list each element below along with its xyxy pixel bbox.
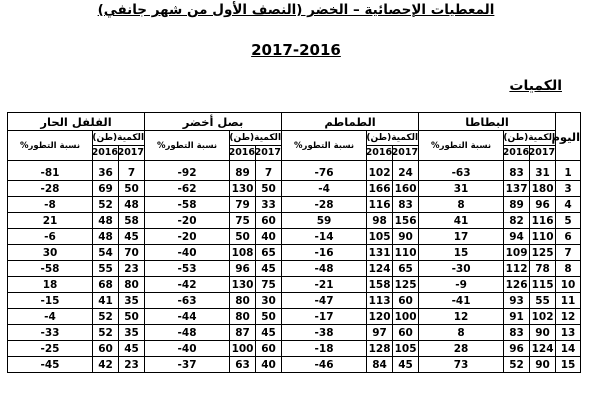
growth-rate-cell: 44- bbox=[145, 309, 230, 325]
qty-2017-cell: 125 bbox=[393, 277, 419, 293]
qty-2016-cell: 105 bbox=[367, 229, 393, 245]
qty-2017-cell: 35 bbox=[119, 325, 145, 341]
table-row bbox=[8, 309, 581, 325]
qty-2017-cell: 160 bbox=[393, 181, 419, 197]
qty-2016-cell: 130 bbox=[230, 277, 256, 293]
year-2017-header: 2017 bbox=[119, 146, 145, 161]
growth-rate-cell: 8 bbox=[419, 197, 504, 213]
growth-rate-cell: 45- bbox=[8, 357, 93, 373]
qty-2016-cell: 89 bbox=[230, 161, 256, 181]
growth-rate-cell: 59 bbox=[282, 213, 367, 229]
table-row bbox=[8, 277, 581, 293]
day-cell: 1 bbox=[556, 161, 581, 181]
growth-rate-cell: 48- bbox=[145, 325, 230, 341]
qty-2017-cell: 115 bbox=[530, 277, 556, 293]
qty-2017-cell: 23 bbox=[119, 357, 145, 373]
table-row bbox=[8, 181, 581, 197]
table-row bbox=[8, 325, 581, 341]
qty-2017-cell: 50 bbox=[256, 181, 282, 197]
qty-2017-cell: 156 bbox=[393, 213, 419, 229]
qty-2016-cell: 54 bbox=[93, 245, 119, 261]
qty-2017-cell: 83 bbox=[393, 197, 419, 213]
qty-2016-cell: 87 bbox=[230, 325, 256, 341]
table-row bbox=[8, 229, 581, 245]
season-heading: 2017-2016 bbox=[251, 41, 341, 59]
qty-2016-cell: 55 bbox=[93, 261, 119, 277]
growth-rate-cell: 37- bbox=[145, 357, 230, 373]
qty-2016-cell: 89 bbox=[504, 197, 530, 213]
growth-rate-cell: 76- bbox=[282, 161, 367, 181]
growth-rate-cell: 28- bbox=[282, 197, 367, 213]
qty-2017-cell: 110 bbox=[393, 245, 419, 261]
growth-rate-cell: 42- bbox=[145, 277, 230, 293]
growth-rate-header: نسبة التطور% bbox=[145, 131, 230, 161]
qty-2017-cell: 70 bbox=[119, 245, 145, 261]
growth-rate-cell: 33- bbox=[8, 325, 93, 341]
qty-2016-cell: 137 bbox=[504, 181, 530, 197]
qty-2017-cell: 116 bbox=[530, 213, 556, 229]
qty-2016-cell: 80 bbox=[230, 293, 256, 309]
qty-2017-cell: 45 bbox=[256, 261, 282, 277]
qty-2017-cell: 55 bbox=[530, 293, 556, 309]
product-header: البطاطا bbox=[419, 113, 556, 131]
qty-2016-cell: 97 bbox=[367, 325, 393, 341]
table-row bbox=[8, 357, 581, 373]
qty-2016-cell: 84 bbox=[367, 357, 393, 373]
quantities-table bbox=[7, 112, 581, 373]
growth-rate-cell: 62- bbox=[145, 181, 230, 197]
growth-rate-header: نسبة التطور% bbox=[8, 131, 93, 161]
year-2017-header: 2017 bbox=[256, 146, 282, 161]
growth-rate-cell: 8 bbox=[419, 325, 504, 341]
year-2016-header: 2016 bbox=[504, 146, 530, 161]
qty-2017-cell: 75 bbox=[256, 277, 282, 293]
qty-2017-cell: 100 bbox=[393, 309, 419, 325]
table-row bbox=[8, 245, 581, 261]
qty-2016-cell: 63 bbox=[230, 357, 256, 373]
table-row bbox=[8, 161, 581, 181]
qty-2017-cell: 45 bbox=[119, 229, 145, 245]
growth-rate-cell: 28- bbox=[8, 181, 93, 197]
day-cell: 12 bbox=[556, 309, 581, 325]
growth-rate-cell: 17- bbox=[282, 309, 367, 325]
table-row bbox=[8, 261, 581, 277]
growth-rate-cell: 18 bbox=[8, 277, 93, 293]
product-header: الطماطم bbox=[282, 113, 419, 131]
growth-rate-cell: 81- bbox=[8, 161, 93, 181]
qty-2017-cell: 45 bbox=[256, 325, 282, 341]
qty-2016-cell: 116 bbox=[367, 197, 393, 213]
qty-2017-cell: 60 bbox=[256, 213, 282, 229]
year-2017-header: 2017 bbox=[393, 146, 419, 161]
qty-2017-cell: 90 bbox=[530, 325, 556, 341]
qty-2016-cell: 98 bbox=[367, 213, 393, 229]
product-header: بصل أخضر bbox=[145, 113, 282, 131]
qty-2016-cell: 109 bbox=[504, 245, 530, 261]
growth-rate-cell: 21- bbox=[282, 277, 367, 293]
qty-2017-cell: 23 bbox=[119, 261, 145, 277]
growth-rate-cell: 14- bbox=[282, 229, 367, 245]
growth-rate-cell: 41- bbox=[419, 293, 504, 309]
qty-2017-cell: 58 bbox=[119, 213, 145, 229]
growth-rate-cell: 40- bbox=[145, 341, 230, 357]
qty-2017-cell: 30 bbox=[256, 293, 282, 309]
growth-rate-cell: 18- bbox=[282, 341, 367, 357]
qty-2016-cell: 91 bbox=[504, 309, 530, 325]
growth-rate-cell: 21 bbox=[8, 213, 93, 229]
qty-2016-cell: 96 bbox=[504, 341, 530, 357]
day-cell: 4 bbox=[556, 197, 581, 213]
qty-2017-cell: 125 bbox=[530, 245, 556, 261]
year-2016-header: 2016 bbox=[367, 146, 393, 161]
qty-2017-cell: 60 bbox=[393, 293, 419, 309]
year-2017-header: 2017 bbox=[530, 146, 556, 161]
qty-2016-cell: 94 bbox=[504, 229, 530, 245]
qty-2016-cell: 96 bbox=[230, 261, 256, 277]
qty-2016-cell: 100 bbox=[230, 341, 256, 357]
day-cell: 5 bbox=[556, 213, 581, 229]
qty-2017-cell: 50 bbox=[256, 309, 282, 325]
growth-rate-cell: 28 bbox=[419, 341, 504, 357]
qty-2016-cell: 124 bbox=[367, 261, 393, 277]
day-cell: 13 bbox=[556, 325, 581, 341]
qty-2017-cell: 110 bbox=[530, 229, 556, 245]
qty-2017-cell: 31 bbox=[530, 161, 556, 181]
qty-2017-cell: 65 bbox=[393, 261, 419, 277]
qty-2017-cell: 45 bbox=[119, 341, 145, 357]
growth-rate-cell: 25- bbox=[8, 341, 93, 357]
growth-rate-cell: 15 bbox=[419, 245, 504, 261]
table-row bbox=[8, 197, 581, 213]
qty-2016-cell: 52 bbox=[93, 197, 119, 213]
day-cell: 6 bbox=[556, 229, 581, 245]
qty-2016-cell: 120 bbox=[367, 309, 393, 325]
qty-2016-cell: 112 bbox=[504, 261, 530, 277]
qty-2016-cell: 79 bbox=[230, 197, 256, 213]
qty-2017-cell: 90 bbox=[530, 357, 556, 373]
qty-2016-cell: 108 bbox=[230, 245, 256, 261]
qty-2017-cell: 102 bbox=[530, 309, 556, 325]
qty-2017-cell: 50 bbox=[119, 181, 145, 197]
qty-2017-cell: 78 bbox=[530, 261, 556, 277]
qty-2016-cell: 52 bbox=[504, 357, 530, 373]
qty-2016-cell: 60 bbox=[93, 341, 119, 357]
qty-2016-cell: 131 bbox=[367, 245, 393, 261]
qty-2016-cell: 102 bbox=[367, 161, 393, 181]
qty-2016-cell: 52 bbox=[93, 309, 119, 325]
qty-2016-cell: 50 bbox=[230, 229, 256, 245]
qty-2017-cell: 60 bbox=[256, 341, 282, 357]
growth-rate-cell: 9- bbox=[419, 277, 504, 293]
qty-2017-cell: 65 bbox=[256, 245, 282, 261]
qty-2017-cell: 45 bbox=[393, 357, 419, 373]
growth-rate-cell: 20- bbox=[145, 229, 230, 245]
table-body bbox=[8, 161, 581, 373]
quantity-header: الكمية(طن) bbox=[230, 131, 282, 146]
day-cell: 7 bbox=[556, 245, 581, 261]
quantity-header: الكمية(طن) bbox=[504, 131, 556, 146]
qty-2017-cell: 180 bbox=[530, 181, 556, 197]
qty-2016-cell: 41 bbox=[93, 293, 119, 309]
qty-2016-cell: 130 bbox=[230, 181, 256, 197]
growth-rate-header: نسبة التطور% bbox=[419, 131, 504, 161]
growth-rate-header: نسبة التطور% bbox=[282, 131, 367, 161]
qty-2017-cell: 35 bbox=[119, 293, 145, 309]
qty-2016-cell: 42 bbox=[93, 357, 119, 373]
qty-2016-cell: 52 bbox=[93, 325, 119, 341]
qty-2017-cell: 7 bbox=[119, 161, 145, 181]
growth-rate-cell: 30 bbox=[8, 245, 93, 261]
day-cell: 3 bbox=[556, 181, 581, 197]
qty-2017-cell: 50 bbox=[119, 309, 145, 325]
qty-2016-cell: 128 bbox=[367, 341, 393, 357]
growth-rate-cell: 16- bbox=[282, 245, 367, 261]
qty-2016-cell: 69 bbox=[93, 181, 119, 197]
growth-rate-cell: 73 bbox=[419, 357, 504, 373]
day-cell: 15 bbox=[556, 357, 581, 373]
growth-rate-cell: 38- bbox=[282, 325, 367, 341]
qty-2017-cell: 7 bbox=[256, 161, 282, 181]
qty-2016-cell: 83 bbox=[504, 325, 530, 341]
growth-rate-cell: 12 bbox=[419, 309, 504, 325]
growth-rate-cell: 15- bbox=[8, 293, 93, 309]
qty-2017-cell: 40 bbox=[256, 229, 282, 245]
growth-rate-cell: 58- bbox=[8, 261, 93, 277]
growth-rate-cell: 20- bbox=[145, 213, 230, 229]
product-header: الفلفل الحار bbox=[8, 113, 145, 131]
section-heading: الكميات bbox=[509, 78, 562, 94]
qty-2017-cell: 80 bbox=[119, 277, 145, 293]
qty-2016-cell: 80 bbox=[230, 309, 256, 325]
qty-2017-cell: 40 bbox=[256, 357, 282, 373]
qty-2017-cell: 124 bbox=[530, 341, 556, 357]
qty-2016-cell: 36 bbox=[93, 161, 119, 181]
qty-2016-cell: 93 bbox=[504, 293, 530, 309]
year-2016-header: 2016 bbox=[230, 146, 256, 161]
growth-rate-cell: 63- bbox=[419, 161, 504, 181]
qty-2016-cell: 113 bbox=[367, 293, 393, 309]
qty-2016-cell: 166 bbox=[367, 181, 393, 197]
day-cell: 10 bbox=[556, 277, 581, 293]
growth-rate-cell: 17 bbox=[419, 229, 504, 245]
qty-2016-cell: 83 bbox=[504, 161, 530, 181]
table-row bbox=[8, 341, 581, 357]
year-2016-header: 2016 bbox=[93, 146, 119, 161]
day-cell: 14 bbox=[556, 341, 581, 357]
growth-rate-cell: 58- bbox=[145, 197, 230, 213]
growth-rate-cell: 6- bbox=[8, 229, 93, 245]
quantity-header: الكمية(طن) bbox=[93, 131, 145, 146]
qty-2016-cell: 158 bbox=[367, 277, 393, 293]
growth-rate-cell: 47- bbox=[282, 293, 367, 309]
qty-2017-cell: 60 bbox=[393, 325, 419, 341]
qty-2016-cell: 126 bbox=[504, 277, 530, 293]
qty-2016-cell: 82 bbox=[504, 213, 530, 229]
growth-rate-cell: 31 bbox=[419, 181, 504, 197]
day-cell: 11 bbox=[556, 293, 581, 309]
table-row bbox=[8, 293, 581, 309]
qty-2017-cell: 105 bbox=[393, 341, 419, 357]
growth-rate-cell: 92- bbox=[145, 161, 230, 181]
qty-2017-cell: 96 bbox=[530, 197, 556, 213]
quantity-header: الكمية(طن) bbox=[367, 131, 419, 146]
growth-rate-cell: 4- bbox=[8, 309, 93, 325]
growth-rate-cell: 53- bbox=[145, 261, 230, 277]
qty-2016-cell: 68 bbox=[93, 277, 119, 293]
table-row bbox=[8, 213, 581, 229]
qty-2017-cell: 33 bbox=[256, 197, 282, 213]
growth-rate-cell: 48- bbox=[282, 261, 367, 277]
page-title: المعطيات الإحصائية – الخضر (النصف الأول من شهر جانفي) bbox=[97, 2, 495, 18]
qty-2017-cell: 48 bbox=[119, 197, 145, 213]
growth-rate-cell: 41 bbox=[419, 213, 504, 229]
qty-2016-cell: 48 bbox=[93, 229, 119, 245]
growth-rate-cell: 40- bbox=[145, 245, 230, 261]
growth-rate-cell: 4- bbox=[282, 181, 367, 197]
growth-rate-cell: 30- bbox=[419, 261, 504, 277]
growth-rate-cell: 63- bbox=[145, 293, 230, 309]
growth-rate-cell: 8- bbox=[8, 197, 93, 213]
qty-2017-cell: 90 bbox=[393, 229, 419, 245]
qty-2017-cell: 24 bbox=[393, 161, 419, 181]
day-column-header: اليوم bbox=[556, 113, 581, 161]
day-cell: 8 bbox=[556, 261, 581, 277]
qty-2016-cell: 75 bbox=[230, 213, 256, 229]
growth-rate-cell: 46- bbox=[282, 357, 367, 373]
qty-2016-cell: 48 bbox=[93, 213, 119, 229]
